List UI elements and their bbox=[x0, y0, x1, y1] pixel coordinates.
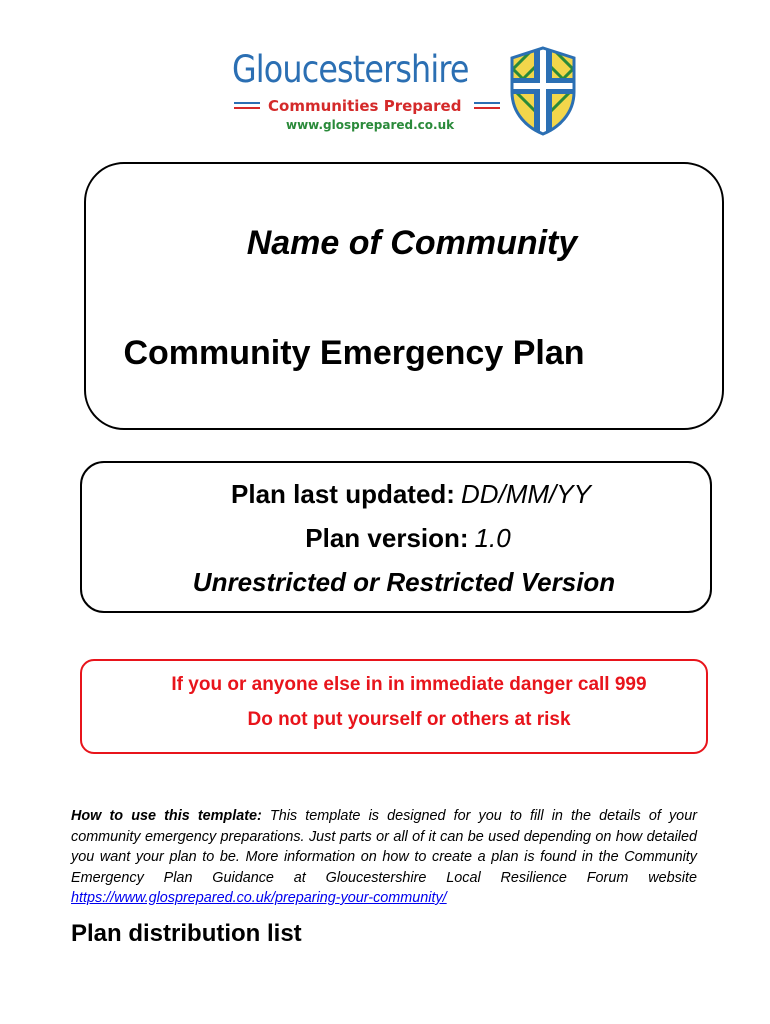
logo-tagline: Communities Prepared bbox=[268, 97, 462, 115]
plan-updated-label: Plan last updated: bbox=[231, 479, 455, 509]
logo-url: www.glosprepared.co.uk bbox=[286, 118, 455, 132]
logo bbox=[228, 44, 580, 139]
plan-info-box bbox=[80, 461, 712, 613]
section-heading-distribution-list: Plan distribution list bbox=[71, 920, 302, 947]
preparing-community-link[interactable]: https://www.glosprepared.co.uk/preparing-your-community/ bbox=[71, 890, 447, 906]
logo-name: Gloucestershire bbox=[232, 48, 469, 91]
how-to-use-paragraph bbox=[71, 806, 697, 909]
plan-version-line bbox=[82, 523, 710, 554]
plan-title: Community Emergency Plan bbox=[123, 334, 585, 372]
danger-warning-box bbox=[80, 659, 708, 754]
danger-warning-line-1: If you or anyone else in in immediate danger call 999 bbox=[171, 674, 647, 695]
plan-version-label: Plan version: bbox=[305, 523, 469, 553]
plan-updated-line bbox=[82, 479, 710, 510]
how-to-body: This template is designed for you to fill in the details of your community emergency preparations. Just parts or all of it can be used depending on how detailed you want your plan to be. More information on how to create a plan is found in the Community Emergency Plan Guidance at Gloucestershire Local Resilience Forum website bbox=[71, 808, 697, 886]
plan-version-value: 1.0 bbox=[474, 523, 511, 553]
logo-tagline-band bbox=[234, 97, 500, 117]
plan-restriction: Unrestricted or Restricted Version bbox=[192, 567, 616, 597]
plan-updated-value: DD/MM/YY bbox=[460, 479, 591, 509]
danger-warning-line-2: Do not put yourself or others at risk bbox=[247, 709, 571, 730]
community-name: Name of Community bbox=[246, 224, 578, 262]
how-to-lead: How to use this template: bbox=[71, 808, 262, 824]
shield-cross-icon bbox=[510, 46, 576, 136]
title-box bbox=[84, 162, 724, 430]
